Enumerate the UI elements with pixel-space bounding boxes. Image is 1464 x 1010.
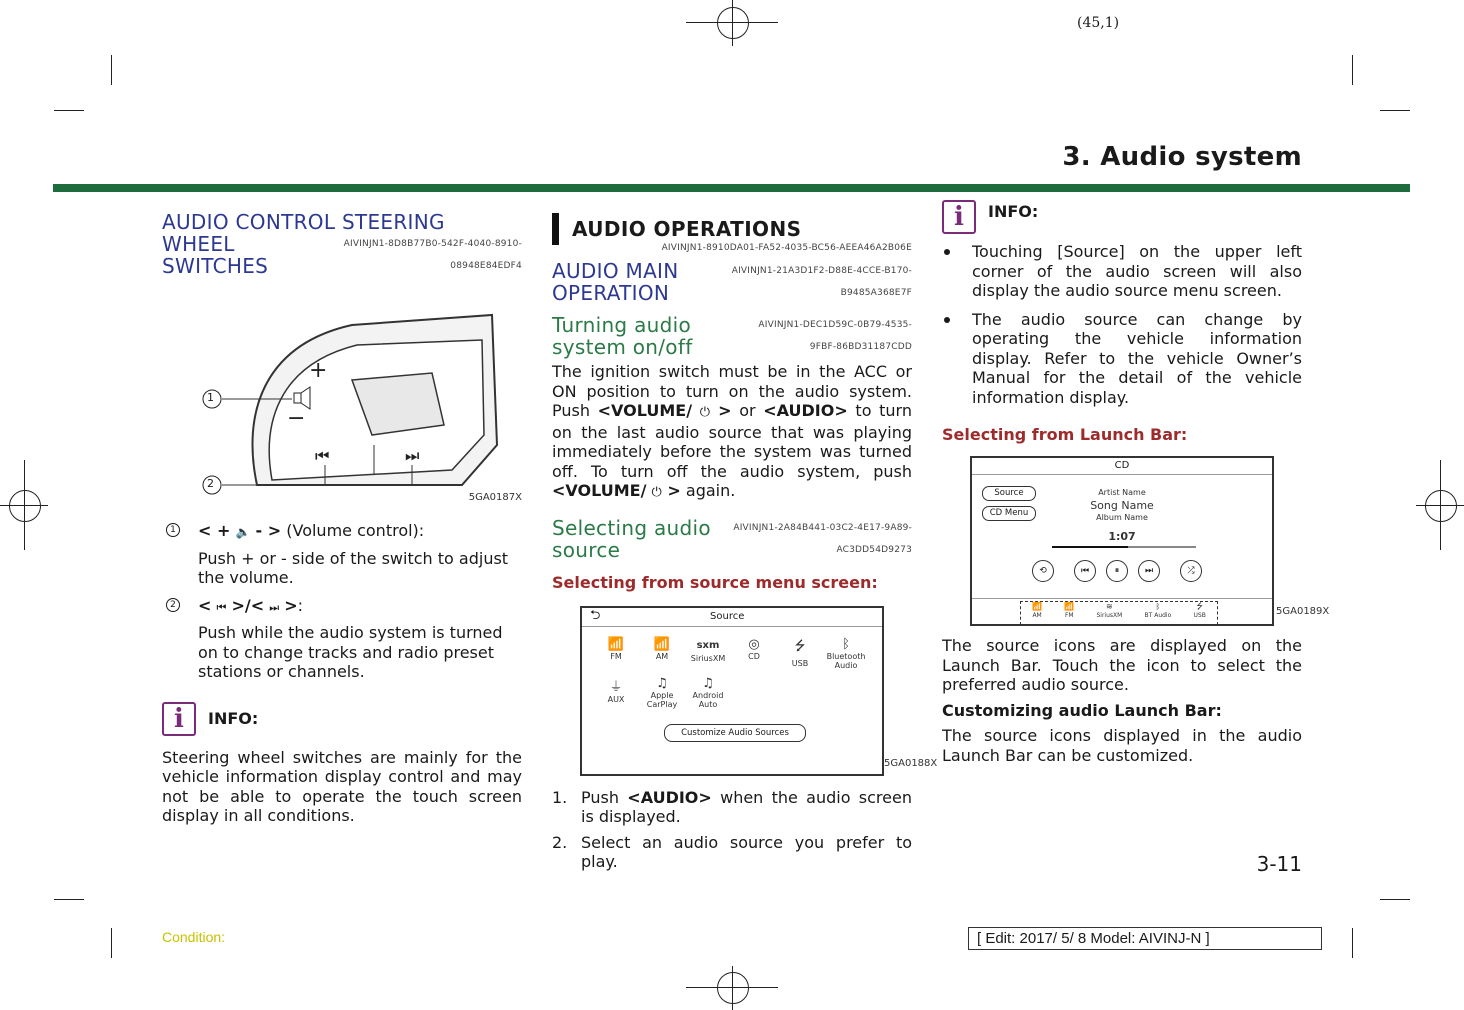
page-code: (45,1) <box>1077 15 1120 31</box>
source-siriusxm[interactable] <box>686 637 730 670</box>
aux-plug-icon: ⏚ <box>609 679 623 695</box>
usb-icon: ⭍ <box>794 638 806 654</box>
step-text: Select an audio source you prefer to play. <box>581 832 912 871</box>
source-fm[interactable] <box>594 637 638 670</box>
launch-bar-paragraph: The source icons are displayed on the Launch Bar. Touch the icon to select the preferred audio source. <box>942 636 1302 694</box>
figure-callout-2: 2 <box>207 477 214 490</box>
source-label: Android Auto <box>692 690 724 709</box>
source-label: CD <box>748 651 760 661</box>
volume-key-end: > <box>710 401 732 420</box>
antenna-icon: 📶 <box>607 636 625 652</box>
bluetooth-icon: ᛒ <box>842 636 850 652</box>
heading-id: AIVINJN1-8D8B77B0-542F-4040-8910-08948E84EDF4 <box>343 239 522 271</box>
source-label: AM <box>655 651 669 661</box>
speaker-icon: 🔈 <box>235 525 251 539</box>
item-2-title <box>198 596 522 618</box>
bullet-text: The audio source can change by operating the vehicle information display. Refer to the vehicle Owner’s Manual for the detail of the vehicle information display. <box>972 309 1302 407</box>
section-title: 3. Audio system <box>1062 142 1302 172</box>
next-track-icon: ⏭ <box>269 600 280 614</box>
heading-line-2: WHEEL SWITCHES <box>162 232 269 278</box>
subheading-selecting-source <box>552 517 912 561</box>
screen-header <box>582 608 882 627</box>
steps-list <box>552 788 912 872</box>
item-2-suffix: : <box>297 595 304 615</box>
bullet-dot <box>944 249 950 255</box>
shuffle-icon[interactable]: ⤮ <box>1180 560 1202 582</box>
source-aux[interactable] <box>594 676 638 709</box>
subheading-text: Turning audio system on/off <box>552 313 693 359</box>
previous-track-icon[interactable]: ⏮ <box>1074 560 1096 582</box>
paragraph-turn-on-off <box>552 362 912 503</box>
usb-icon: ⭍ <box>1196 602 1203 611</box>
source-label: SiriusXM <box>690 653 726 663</box>
repeat-icon[interactable]: ⟲ <box>1032 560 1054 582</box>
music-note-icon: ♫ <box>702 675 714 691</box>
step-number: 1. <box>552 787 568 807</box>
figure-callout-1: 1 <box>207 391 214 404</box>
album-name: Album Name <box>1096 513 1148 522</box>
disc-icon: ◎ <box>748 636 760 652</box>
volume-key: <VOLUME/ <box>597 401 693 420</box>
launch-label: AM <box>1032 612 1042 619</box>
power-icon: ⏻ <box>699 405 711 420</box>
sxm-icon: ≋ <box>1106 602 1113 611</box>
heading-steering-switches <box>162 211 522 277</box>
source-icon-grid <box>594 637 882 709</box>
source-am[interactable] <box>640 637 684 670</box>
item-2-label-c: > <box>284 595 298 615</box>
svg-text:⏭: ⏭ <box>405 446 420 465</box>
item-2-label-a: < <box>198 595 212 615</box>
subheading-text: AUDIO MAIN OPERATION <box>552 259 679 305</box>
heading-line-1: AUDIO CONTROL STEERING <box>162 210 445 234</box>
column-3 <box>942 202 1330 765</box>
item-2-text: Push while the audio system is turned on to change tracks and radio preset stations or channels. <box>198 623 503 681</box>
steering-switch-figure <box>162 285 522 500</box>
column-1 <box>162 205 522 826</box>
launch-label: FM <box>1064 612 1074 619</box>
cd-menu-button[interactable]: CD Menu <box>982 506 1036 521</box>
customize-sources-button[interactable]: Customize Audio Sources <box>664 724 806 742</box>
bullet-dot <box>944 317 950 323</box>
screen-title: Source <box>710 611 745 622</box>
callout-marker-2: 2 <box>166 598 180 612</box>
source-apple-carplay[interactable] <box>640 676 684 709</box>
figure-code: 5GA0189X <box>1276 606 1330 617</box>
music-note-icon: ♫ <box>656 675 668 691</box>
launch-usb[interactable] <box>1194 602 1206 624</box>
info-block-2 <box>942 200 1302 234</box>
sxm-icon: sxm <box>696 639 720 651</box>
text-run: or <box>731 401 764 420</box>
figure-code: 5GA0187X <box>468 492 522 503</box>
playback-controls <box>1032 560 1202 582</box>
back-arrow-icon: ⮌ <box>590 607 601 623</box>
callout-marker-1: 1 <box>166 523 180 537</box>
steering-switch-illustration <box>162 285 522 500</box>
subheading-id: AIVINJN1-21A3D1F2-D88E-4CCE-B170-B9485A368E7F <box>731 266 912 298</box>
subheading-turning-on-off <box>552 314 912 358</box>
info-block-1 <box>162 702 522 736</box>
launch-fm[interactable] <box>1064 602 1074 624</box>
section-divider <box>53 184 1410 192</box>
launch-bar-figure <box>942 456 1330 628</box>
source-usb[interactable] <box>778 637 822 670</box>
info-label: INFO: <box>988 202 1039 221</box>
subheading-main-operation <box>552 260 912 304</box>
antenna-icon: 📶 <box>1032 602 1043 611</box>
source-bluetooth[interactable] <box>824 637 868 670</box>
text-run: The ignition switch must be in the ACC or ON position to turn on the audio system. Push <box>552 362 912 420</box>
bullet-text: Touching [Source] on the upper left corner of the audio screen will also display the audio source menu screen. <box>972 242 1302 300</box>
condition-label: Condition: <box>162 929 226 945</box>
bullet-2 <box>942 310 1302 408</box>
launch-label: SiriusXM <box>1096 612 1123 619</box>
item-volume-control <box>162 521 522 588</box>
audio-key: <AUDIO> <box>627 787 712 807</box>
source-android-auto[interactable] <box>686 676 730 709</box>
edit-info-box: [ Edit: 2017/ 5/ 8 Model: AIVINJ-N ] <box>968 927 1322 950</box>
item-1-label-b: - > <box>255 521 282 540</box>
screen-title: CD <box>972 458 1272 475</box>
text-run: to turn on the last audio source that was playing immediately before the system was turned off. To turn off the audio system, push <box>552 401 912 481</box>
power-icon: ⏻ <box>651 485 662 500</box>
heading-id: AIVINJN1-8910DA01-FA52-4035-BC56-AEEA46A2B06E <box>661 243 912 253</box>
heading-audio-operations <box>552 213 912 245</box>
source-label: Bluetooth Audio <box>826 651 866 670</box>
svg-text:−: − <box>287 406 306 431</box>
info-text: Steering wheel switches are mainly for the vehicle information display control and may not be able to operate the touch screen display in all conditions. <box>162 747 522 825</box>
heading-bar <box>552 213 559 245</box>
launch-siriusxm[interactable] <box>1096 602 1122 624</box>
subheading-id: AIVINJN1-2A84B441-03C2-4E17-9A89-AC3DD54D9273 <box>733 522 912 555</box>
volume-key-end: > <box>661 481 681 500</box>
source-cd[interactable] <box>732 637 776 670</box>
item-1-text: Push + or - side of the switch to adjust the volume. <box>198 548 509 587</box>
bullet-1 <box>942 242 1302 301</box>
launch-bar <box>972 598 1272 625</box>
progress-fill <box>1052 546 1128 548</box>
info-icon: i <box>162 702 196 736</box>
previous-track-icon: ⏮ <box>216 600 227 614</box>
text-run: when the audio screen is displayed. <box>581 787 912 826</box>
launch-label: USB <box>1193 612 1206 619</box>
column-2 <box>552 205 938 872</box>
info-icon: i <box>942 200 976 234</box>
step-2 <box>552 833 912 872</box>
antenna-icon: 📶 <box>653 636 671 652</box>
figure-code: 5GA0188X <box>884 757 938 769</box>
svg-text:+: + <box>309 358 328 383</box>
step-number: 2. <box>552 832 568 852</box>
pause-icon[interactable]: ⏸ <box>1106 560 1128 582</box>
customizing-heading: Customizing audio Launch Bar: <box>942 700 1222 720</box>
text-run: again. <box>680 481 736 500</box>
audio-key: <AUDIO> <box>763 401 848 420</box>
customizing-paragraph: The source icons displayed in the audio Launch Bar can be customized. <box>942 726 1302 765</box>
item-2-label-b: >/< <box>231 595 265 615</box>
item-1-suffix: (Volume control): <box>286 521 425 540</box>
source-label: AUX <box>607 694 625 704</box>
source-label: FM <box>610 651 622 661</box>
launch-bar-items <box>1020 601 1218 625</box>
heading-text: AUDIO OPERATIONS <box>572 217 802 241</box>
subheading-id: AIVINJN1-DEC1D59C-0B79-4535-9FBF-86BD31187CDD <box>758 320 912 352</box>
page-number: 3-11 <box>1256 852 1302 876</box>
progress-track[interactable] <box>1052 546 1196 548</box>
elapsed-time: 1:07 <box>1108 530 1136 543</box>
artist-name: Artist Name <box>1098 488 1146 497</box>
source-label: USB <box>791 658 809 668</box>
launch-am[interactable] <box>1032 602 1042 624</box>
red-heading: Selecting from source menu screen: <box>552 572 878 592</box>
item-track-control <box>162 596 522 682</box>
source-button[interactable]: Source <box>982 486 1036 501</box>
bluetooth-icon: ᛒ <box>1155 602 1161 611</box>
antenna-icon: 📶 <box>1064 602 1075 611</box>
next-track-icon[interactable]: ⏭ <box>1138 560 1160 582</box>
step-1 <box>552 788 912 827</box>
subheading-text: Selecting audio source <box>552 515 711 562</box>
cd-screen <box>970 456 1274 626</box>
item-1-label-a: < + <box>198 521 231 540</box>
source-menu-screen <box>580 606 884 776</box>
red-heading: Selecting from Launch Bar: <box>942 425 1188 444</box>
text-run: Push <box>581 787 628 807</box>
step-text <box>581 788 912 827</box>
source-menu-figure <box>552 606 938 778</box>
info-label: INFO: <box>208 709 259 728</box>
svg-text:⏮: ⏮ <box>315 446 330 465</box>
launch-label: BT Audio <box>1144 612 1172 619</box>
song-name: Song Name <box>1090 499 1154 512</box>
item-1-title <box>198 521 522 543</box>
launch-bt-audio[interactable] <box>1145 602 1172 624</box>
volume-key: <VOLUME/ <box>552 481 647 500</box>
source-label: Apple CarPlay <box>646 690 678 709</box>
